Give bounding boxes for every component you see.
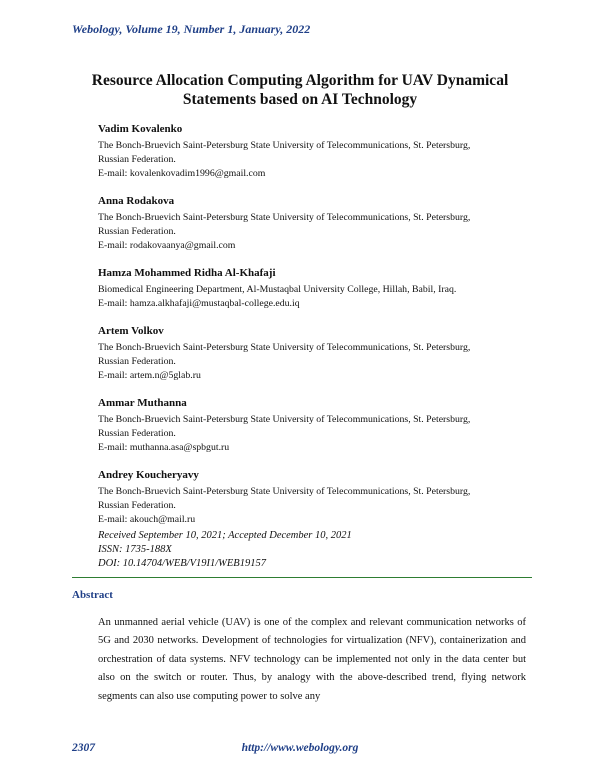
- author-affiliation: The Bonch-Bruevich Saint-Petersburg State University of Telecommunications, St. Petersburg,: [98, 342, 471, 353]
- author-email: E-mail: kovalenkovadim1996@gmail.com: [98, 168, 266, 179]
- author-affiliation: Biomedical Engineering Department, Al-Mustaqbal University College, Hillah, Babil, Iraq.: [98, 284, 457, 295]
- paper-title: Resource Allocation Computing Algorithm for UAV Dynamical Statements based on AI Technology: [91, 72, 509, 108]
- author-affiliation-cont: Russian Federation.: [98, 356, 176, 367]
- journal-url[interactable]: http://www.webology.org: [241, 742, 359, 754]
- author-name: Hamza Mohammed Ridha Al-Khafaji: [98, 267, 276, 279]
- journal-header: Webology, Volume 19, Number 1, January, 2022: [72, 22, 311, 36]
- author-block: [98, 122, 526, 181]
- page-number: 2307: [72, 742, 95, 754]
- issn: ISSN: 1735-188X: [98, 544, 172, 555]
- author-email: E-mail: akouch@mail.ru: [98, 514, 196, 525]
- received-accepted-dates: Received September 10, 2021; Accepted December 10, 2021: [98, 530, 352, 541]
- author-block: [98, 324, 526, 383]
- section-divider: [72, 577, 532, 578]
- author-block: [98, 468, 526, 527]
- author-affiliation: The Bonch-Bruevich Saint-Petersburg State University of Telecommunications, St. Petersburg,: [98, 212, 471, 223]
- author-name: Vadim Kovalenko: [98, 123, 183, 135]
- author-block: [98, 194, 526, 253]
- abstract-heading: Abstract: [72, 589, 113, 601]
- author-list: [98, 122, 526, 540]
- author-affiliation-cont: Russian Federation.: [98, 154, 176, 165]
- author-block: [98, 396, 526, 455]
- author-block: [98, 266, 526, 311]
- doi: DOI: 10.14704/WEB/V19I1/WEB19157: [98, 558, 266, 569]
- abstract-text: An unmanned aerial vehicle (UAV) is one of the complex and relevant communication networks of 5G and 2030 networks. Development of technologies for virtualization (NFV), containerization and orchestration of data systems. NFV technology can be implemented not only in the data center but also on the switch or router. Thus, by analogy with the above-described trend, flying network segments can also use computing power to solve any: [98, 617, 526, 702]
- author-name: Andrey Koucheryavy: [98, 469, 199, 481]
- author-affiliation: The Bonch-Bruevich Saint-Petersburg State University of Telecommunications, St. Petersburg,: [98, 140, 471, 151]
- author-name: Anna Rodakova: [98, 195, 175, 207]
- author-name: Ammar Muthanna: [98, 397, 187, 409]
- author-email: E-mail: hamza.alkhafaji@mustaqbal-college.edu.iq: [98, 298, 300, 309]
- author-email: E-mail: muthanna.asa@spbgut.ru: [98, 442, 230, 453]
- author-affiliation: The Bonch-Bruevich Saint-Petersburg State University of Telecommunications, St. Petersburg,: [98, 486, 471, 497]
- author-name: Artem Volkov: [98, 325, 164, 337]
- publication-meta: [98, 529, 352, 571]
- author-affiliation-cont: Russian Federation.: [98, 428, 176, 439]
- author-affiliation: The Bonch-Bruevich Saint-Petersburg State University of Telecommunications, St. Petersburg,: [98, 414, 471, 425]
- author-email: E-mail: rodakovaanya@gmail.com: [98, 240, 236, 251]
- author-affiliation-cont: Russian Federation.: [98, 226, 176, 237]
- author-affiliation-cont: Russian Federation.: [98, 500, 176, 511]
- author-email: E-mail: artem.n@5glab.ru: [98, 370, 201, 381]
